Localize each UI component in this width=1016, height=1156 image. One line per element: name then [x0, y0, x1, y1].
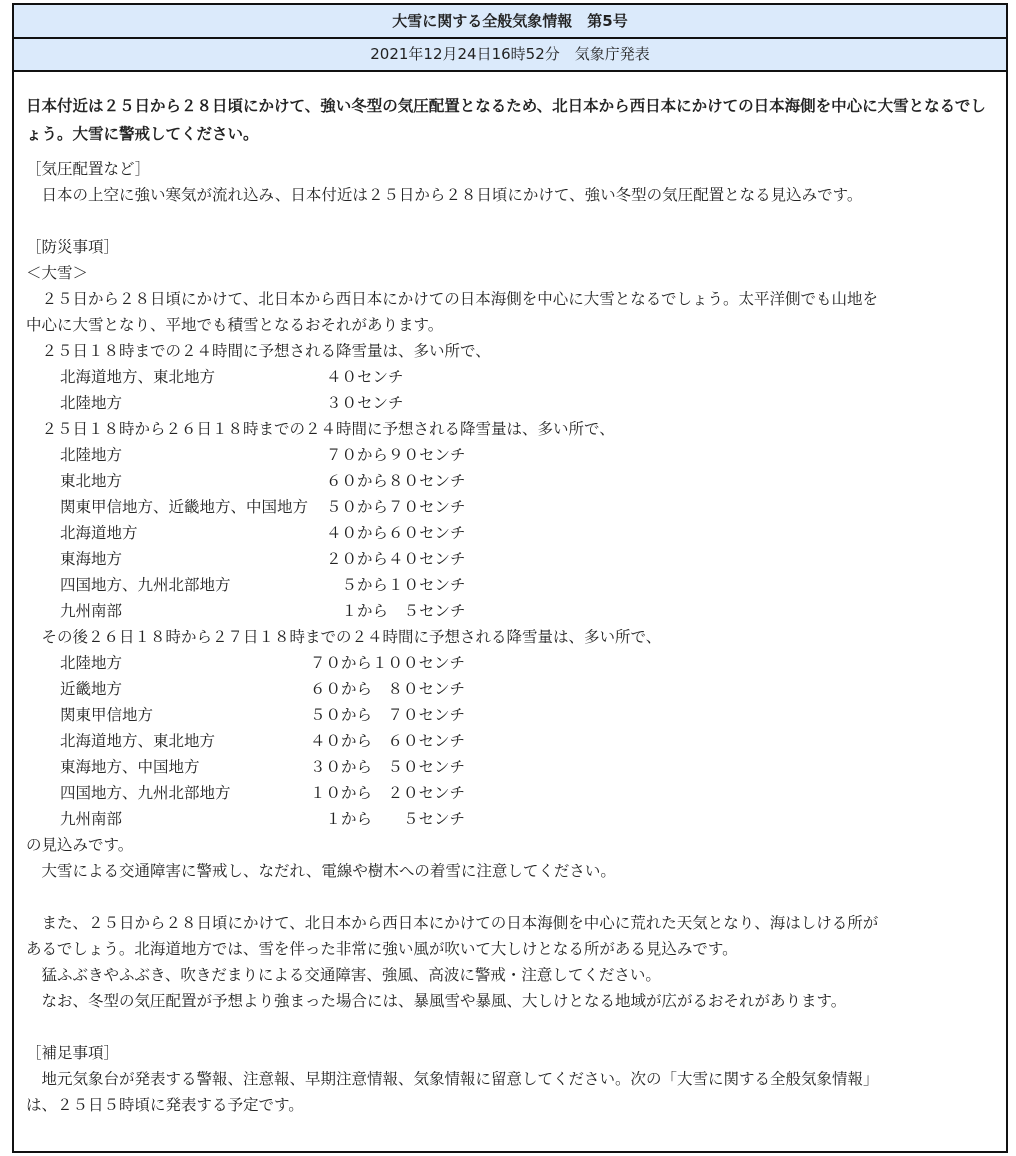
forecast-row: 北海道地方、東北地方 ４０から ６０センチ [60, 732, 466, 750]
forecast-row: 関東甲信地方 ５０から ７０センチ [60, 706, 466, 724]
snow-text-line: ２５日から２８日頃にかけて、北日本から西日本にかけての日本海側を中心に大雪となるでしょう。太平洋側でも山地を [26, 290, 879, 308]
forecast-row: 東海地方 ２０から４０センチ [60, 550, 466, 568]
forecast-row: 九州南部 １から ５センチ [60, 810, 466, 828]
forecast-row: 東北地方 ６０から８０センチ [60, 472, 466, 490]
forecast-row: 四国地方、九州北部地方 １０から ２０センチ [60, 784, 466, 802]
section-heading-disaster: ［防災事項］ [26, 238, 120, 256]
forecast-row: 関東甲信地方、近畿地方、中国地方 ５０から７０センチ [60, 498, 466, 516]
lead-summary: 日本付近は２５日から２８日頃にかけて、強い冬型の気圧配置となるため、北日本から西日本にかけての日本海側を中心に大雪となるでしょう。大雪に警戒してください。 [26, 97, 986, 143]
period3-intro: その後２６日１８時から２７日１８時までの２４時間に予想される降雪量は、多い所で、 [26, 628, 662, 646]
forecast-row: 九州南部 １から ５センチ [60, 602, 466, 620]
forecast-row: 北陸地方 ７０から１００センチ [60, 654, 466, 672]
forecast-row: 北海道地方、東北地方 ４０センチ [60, 368, 404, 386]
forecast-row: 北陸地方 ３０センチ [60, 394, 404, 412]
supplement-text-line: 地元気象台が発表する警報、注意報、早期注意情報、気象情報に留意してください。次の「大雪に関する全般気象情報」 [26, 1070, 879, 1088]
supplement-text-line: は、２５日５時頃に発表する予定です。 [26, 1096, 304, 1114]
forecast-row: 北海道地方 ４０から６０センチ [60, 524, 466, 542]
storm-text-line: あるでしょう。北海道地方では、雪を伴った非常に強い風が吹いて大しけとなる所がある見込みです。 [26, 940, 738, 958]
bulletin-frame [12, 3, 1008, 1153]
forecast-row: 近畿地方 ６０から ８０センチ [60, 680, 466, 698]
storm-text-line: また、２５日から２８日頃にかけて、北日本から西日本にかけての日本海側を中心に荒れた天気となり、海はしける所が [26, 914, 879, 932]
storm-text-line: なお、冬型の気圧配置が予想より強まった場合には、暴風雪や暴風、大しけとなる地域が広がるおそれがあります。 [26, 992, 847, 1010]
storm-text-line: 猛ふぶきやふぶき、吹きだまりによる交通障害、強風、高波に警戒・注意してください。 [26, 966, 661, 984]
forecast-row: 四国地方、九州北部地方 ５から１０センチ [60, 576, 466, 594]
issued-time: 2021年12月24日16時52分 気象庁発表 [14, 39, 1006, 72]
snow-text-line: 中心に大雪となり、平地でも積雪となるおそれがあります。 [26, 316, 444, 334]
bulletin-title: 大雪に関する全般気象情報 第5号 [14, 5, 1006, 39]
period2-intro: ２５日１８時から２６日１８時までの２４時間に予想される降雪量は、多い所で、 [26, 420, 615, 438]
section-heading-pressure: ［気圧配置など］ [26, 160, 151, 178]
forecast-row: 北陸地方 ７０から９０センチ [60, 446, 466, 464]
pressure-text: 日本の上空に強い寒気が流れ込み、日本付近は２５日から２８日頃にかけて、強い冬型の気圧配置となる見込みです。 [26, 186, 863, 204]
forecast-row: 東海地方、中国地方 ３０から ５０センチ [60, 758, 466, 776]
snow-caution: 大雪による交通障害に警戒し、なだれ、電線や樹木への着雪に注意してください。 [26, 862, 616, 880]
snow-subheading: ＜大雪＞ [26, 264, 89, 282]
bulletin-body [14, 72, 1006, 1118]
section-heading-supplement: ［補足事項］ [26, 1044, 120, 1062]
period1-intro: ２５日１８時までの２４時間に予想される降雪量は、多い所で、 [26, 342, 491, 360]
forecast-outro: の見込みです。 [26, 836, 134, 854]
